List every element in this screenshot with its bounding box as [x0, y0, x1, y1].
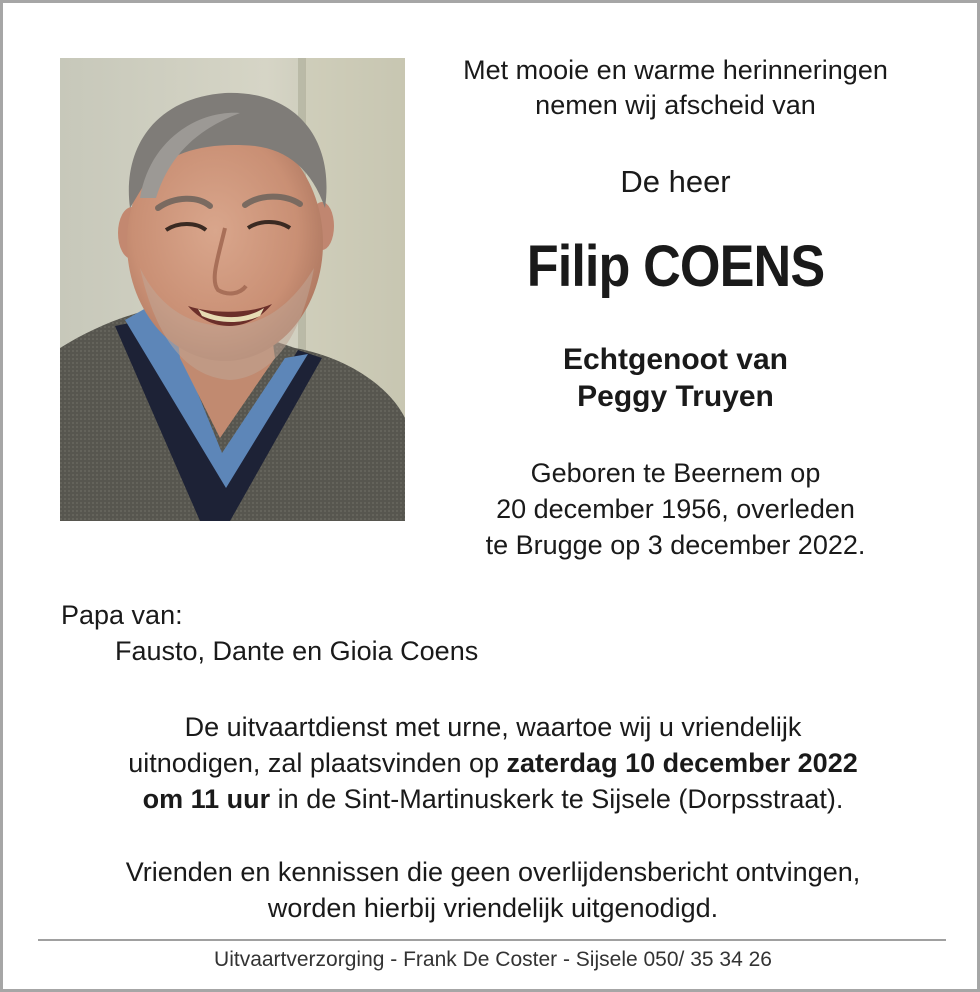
birth-death-block — [423, 455, 928, 563]
invitation-note — [23, 854, 963, 926]
intro-text — [423, 53, 928, 123]
service-line-2 — [23, 745, 963, 781]
children-names: Fausto, Dante en Gioia Coens — [115, 636, 479, 666]
intro-line-1: Met mooie en warme herinneringen — [463, 55, 888, 85]
service-line-2-text: uitnodigen, zal plaatsvinden op — [128, 748, 507, 778]
birth-line-3: te Brugge op 3 december 2022. — [485, 530, 866, 560]
birth-line-1: Geboren te Beernem op — [530, 458, 821, 488]
portrait-photo — [60, 58, 405, 521]
birth-line-2: 20 december 1956, overleden — [496, 494, 855, 524]
spouse-line-1: Echtgenoot van — [562, 343, 788, 376]
spouse-block — [423, 341, 928, 415]
service-announcement — [23, 709, 963, 817]
children-label: Papa van: — [61, 600, 183, 630]
invitation-line-1: Vrienden en kennissen die geen overlijdensbericht ontvingen, — [125, 857, 861, 887]
funeral-director-footer: Uitvaartverzorging - Frank De Coster - Sijsele 050/ 35 34 26 — [214, 948, 772, 971]
service-date: zaterdag 10 december 2022 — [506, 748, 858, 778]
invitation-line-2: worden hierbij vriendelijk uitgenodigd. — [267, 893, 719, 923]
footer-divider — [38, 939, 946, 941]
honorific: De heer — [620, 164, 731, 199]
deceased-name: Filip COENS — [526, 234, 825, 299]
service-line-3 — [23, 781, 963, 817]
service-time: om 11 uur — [142, 784, 271, 814]
service-location: in de Sint-Martinuskerk te Sijsele (Dorpsstraat). — [270, 784, 844, 814]
service-line-1: De uitvaartdienst met urne, waartoe wij u vriendelijk — [184, 712, 802, 742]
spouse-line-2: Peggy Truyen — [577, 380, 774, 413]
intro-line-2: nemen wij afscheid van — [535, 90, 816, 120]
